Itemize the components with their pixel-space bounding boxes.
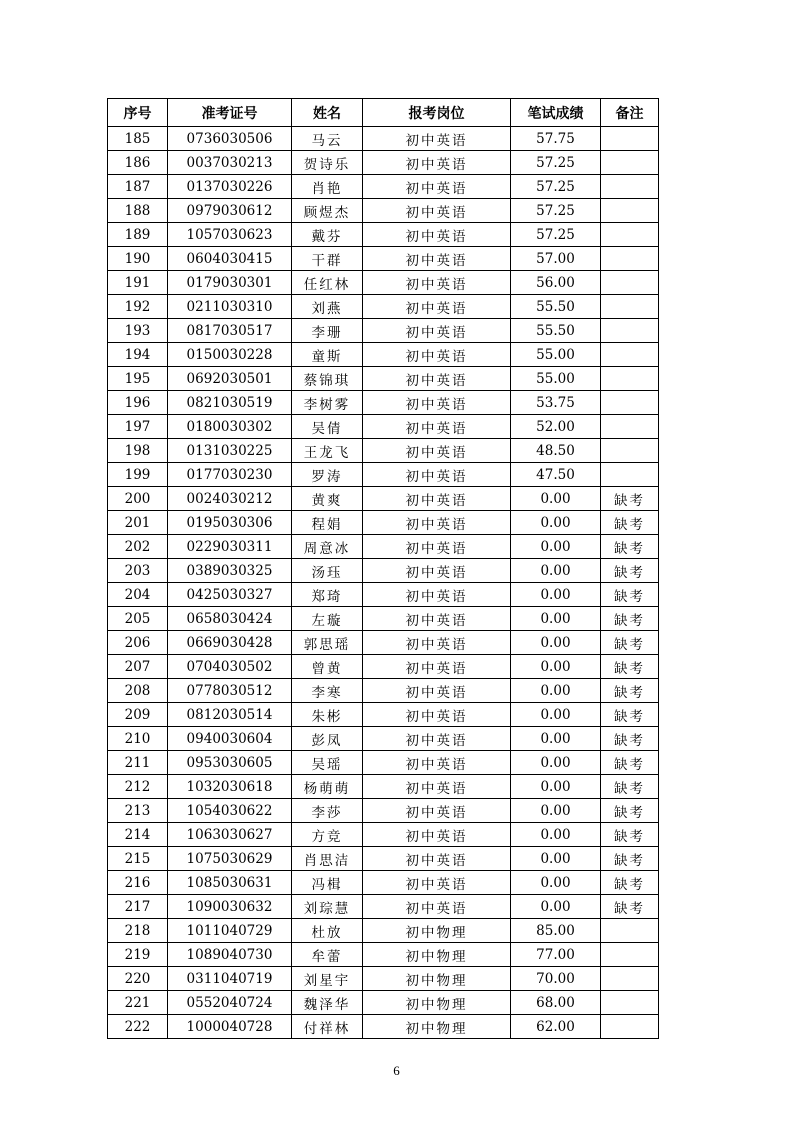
cell-ticket-number: 0211030310 xyxy=(168,295,292,319)
cell-name: 罗涛 xyxy=(292,463,363,487)
cell-ticket-number: 1090030632 xyxy=(168,895,292,919)
cell-index: 206 xyxy=(108,631,168,655)
cell-name: 汤珏 xyxy=(292,559,363,583)
cell-name: 刘星宇 xyxy=(292,967,363,991)
cell-remark: 缺考 xyxy=(601,871,659,895)
cell-name: 方竞 xyxy=(292,823,363,847)
cell-score: 0.00 xyxy=(511,751,601,775)
table-row xyxy=(108,247,659,271)
table-row xyxy=(108,367,659,391)
cell-remark: 缺考 xyxy=(601,751,659,775)
cell-ticket-number: 1054030622 xyxy=(168,799,292,823)
cell-position: 初中英语 xyxy=(363,679,511,703)
table-row xyxy=(108,895,659,919)
cell-remark: 缺考 xyxy=(601,775,659,799)
col-header-score: 笔试成绩 xyxy=(511,99,601,127)
cell-index: 212 xyxy=(108,775,168,799)
table-row xyxy=(108,871,659,895)
cell-name: 李莎 xyxy=(292,799,363,823)
cell-index: 201 xyxy=(108,511,168,535)
cell-remark xyxy=(601,1015,659,1039)
cell-remark xyxy=(601,367,659,391)
cell-position: 初中英语 xyxy=(363,655,511,679)
cell-ticket-number: 0692030501 xyxy=(168,367,292,391)
col-header-position: 报考岗位 xyxy=(363,99,511,127)
cell-ticket-number: 1075030629 xyxy=(168,847,292,871)
cell-position: 初中英语 xyxy=(363,631,511,655)
cell-score: 57.25 xyxy=(511,199,601,223)
table-row xyxy=(108,175,659,199)
cell-remark xyxy=(601,415,659,439)
cell-score: 0.00 xyxy=(511,583,601,607)
cell-ticket-number: 1000040728 xyxy=(168,1015,292,1039)
cell-position: 初中英语 xyxy=(363,295,511,319)
cell-index: 187 xyxy=(108,175,168,199)
cell-position: 初中英语 xyxy=(363,367,511,391)
table-row xyxy=(108,295,659,319)
cell-index: 214 xyxy=(108,823,168,847)
cell-score: 77.00 xyxy=(511,943,601,967)
cell-score: 56.00 xyxy=(511,271,601,295)
cell-index: 203 xyxy=(108,559,168,583)
cell-score: 0.00 xyxy=(511,535,601,559)
cell-name: 干群 xyxy=(292,247,363,271)
cell-score: 0.00 xyxy=(511,607,601,631)
cell-position: 初中英语 xyxy=(363,223,511,247)
table-row xyxy=(108,391,659,415)
cell-remark xyxy=(601,223,659,247)
table-row xyxy=(108,487,659,511)
cell-name: 程娟 xyxy=(292,511,363,535)
cell-remark xyxy=(601,967,659,991)
header-row xyxy=(108,99,659,127)
cell-score: 55.50 xyxy=(511,319,601,343)
cell-index: 196 xyxy=(108,391,168,415)
cell-score: 0.00 xyxy=(511,631,601,655)
cell-name: 刘琮慧 xyxy=(292,895,363,919)
cell-score: 85.00 xyxy=(511,919,601,943)
table-row xyxy=(108,511,659,535)
cell-name: 李珊 xyxy=(292,319,363,343)
cell-remark xyxy=(601,943,659,967)
cell-remark xyxy=(601,919,659,943)
cell-ticket-number: 0389030325 xyxy=(168,559,292,583)
cell-name: 郭思瑶 xyxy=(292,631,363,655)
table-row xyxy=(108,775,659,799)
cell-ticket-number: 0024030212 xyxy=(168,487,292,511)
cell-position: 初中英语 xyxy=(363,247,511,271)
cell-position: 初中英语 xyxy=(363,799,511,823)
cell-index: 191 xyxy=(108,271,168,295)
table-body xyxy=(108,127,659,1039)
table-row xyxy=(108,559,659,583)
table-row xyxy=(108,343,659,367)
table-row xyxy=(108,751,659,775)
cell-score: 47.50 xyxy=(511,463,601,487)
cell-ticket-number: 0604030415 xyxy=(168,247,292,271)
cell-score: 70.00 xyxy=(511,967,601,991)
table-row xyxy=(108,463,659,487)
cell-score: 55.00 xyxy=(511,343,601,367)
cell-ticket-number: 1011040729 xyxy=(168,919,292,943)
cell-index: 211 xyxy=(108,751,168,775)
cell-remark: 缺考 xyxy=(601,655,659,679)
cell-position: 初中英语 xyxy=(363,823,511,847)
cell-position: 初中物理 xyxy=(363,991,511,1015)
cell-index: 190 xyxy=(108,247,168,271)
cell-score: 57.25 xyxy=(511,151,601,175)
cell-position: 初中英语 xyxy=(363,487,511,511)
cell-remark xyxy=(601,175,659,199)
cell-index: 205 xyxy=(108,607,168,631)
cell-ticket-number: 1085030631 xyxy=(168,871,292,895)
cell-score: 0.00 xyxy=(511,775,601,799)
cell-ticket-number: 0736030506 xyxy=(168,127,292,151)
cell-remark xyxy=(601,319,659,343)
cell-name: 杨萌萌 xyxy=(292,775,363,799)
cell-remark: 缺考 xyxy=(601,823,659,847)
cell-ticket-number: 0131030225 xyxy=(168,439,292,463)
cell-ticket-number: 1057030623 xyxy=(168,223,292,247)
cell-ticket-number: 0817030517 xyxy=(168,319,292,343)
page-number: 6 xyxy=(393,1063,400,1078)
cell-score: 0.00 xyxy=(511,679,601,703)
cell-index: 220 xyxy=(108,967,168,991)
cell-remark: 缺考 xyxy=(601,895,659,919)
table-row xyxy=(108,439,659,463)
cell-position: 初中英语 xyxy=(363,127,511,151)
cell-position: 初中英语 xyxy=(363,559,511,583)
cell-score: 0.00 xyxy=(511,823,601,847)
table-row xyxy=(108,919,659,943)
cell-remark xyxy=(601,439,659,463)
table-row xyxy=(108,415,659,439)
cell-name: 任红林 xyxy=(292,271,363,295)
cell-name: 魏泽华 xyxy=(292,991,363,1015)
table-row xyxy=(108,199,659,223)
cell-ticket-number: 0037030213 xyxy=(168,151,292,175)
cell-name: 付祥林 xyxy=(292,1015,363,1039)
cell-remark: 缺考 xyxy=(601,583,659,607)
table-row xyxy=(108,967,659,991)
cell-ticket-number: 0195030306 xyxy=(168,511,292,535)
cell-score: 53.75 xyxy=(511,391,601,415)
cell-position: 初中英语 xyxy=(363,463,511,487)
cell-score: 0.00 xyxy=(511,559,601,583)
cell-ticket-number: 0137030226 xyxy=(168,175,292,199)
cell-ticket-number: 0311040719 xyxy=(168,967,292,991)
cell-score: 57.25 xyxy=(511,175,601,199)
cell-score: 55.50 xyxy=(511,295,601,319)
cell-score: 0.00 xyxy=(511,871,601,895)
cell-position: 初中英语 xyxy=(363,727,511,751)
cell-remark xyxy=(601,199,659,223)
cell-remark: 缺考 xyxy=(601,487,659,511)
table-row xyxy=(108,607,659,631)
cell-name: 牟蕾 xyxy=(292,943,363,967)
table-row xyxy=(108,823,659,847)
cell-score: 57.00 xyxy=(511,247,601,271)
cell-position: 初中英语 xyxy=(363,343,511,367)
table-row xyxy=(108,727,659,751)
cell-score: 57.75 xyxy=(511,127,601,151)
cell-index: 186 xyxy=(108,151,168,175)
cell-position: 初中英语 xyxy=(363,391,511,415)
cell-name: 马云 xyxy=(292,127,363,151)
table-row xyxy=(108,655,659,679)
cell-name: 童斯 xyxy=(292,343,363,367)
cell-index: 192 xyxy=(108,295,168,319)
cell-name: 蔡锦琪 xyxy=(292,367,363,391)
cell-ticket-number: 0953030605 xyxy=(168,751,292,775)
cell-index: 188 xyxy=(108,199,168,223)
cell-position: 初中英语 xyxy=(363,199,511,223)
cell-position: 初中英语 xyxy=(363,511,511,535)
cell-name: 李寒 xyxy=(292,679,363,703)
cell-remark: 缺考 xyxy=(601,535,659,559)
cell-position: 初中英语 xyxy=(363,439,511,463)
cell-index: 185 xyxy=(108,127,168,151)
table-row xyxy=(108,127,659,151)
cell-name: 肖思洁 xyxy=(292,847,363,871)
cell-position: 初中英语 xyxy=(363,847,511,871)
cell-index: 219 xyxy=(108,943,168,967)
cell-position: 初中英语 xyxy=(363,319,511,343)
cell-name: 顾煜杰 xyxy=(292,199,363,223)
col-header-ticket-number: 准考证号 xyxy=(168,99,292,127)
cell-index: 194 xyxy=(108,343,168,367)
cell-score: 62.00 xyxy=(511,1015,601,1039)
cell-remark: 缺考 xyxy=(601,559,659,583)
cell-ticket-number: 0778030512 xyxy=(168,679,292,703)
cell-name: 冯楫 xyxy=(292,871,363,895)
cell-ticket-number: 0940030604 xyxy=(168,727,292,751)
cell-remark xyxy=(601,343,659,367)
cell-remark: 缺考 xyxy=(601,679,659,703)
cell-ticket-number: 0704030502 xyxy=(168,655,292,679)
cell-ticket-number: 0979030612 xyxy=(168,199,292,223)
cell-score: 0.00 xyxy=(511,727,601,751)
cell-index: 200 xyxy=(108,487,168,511)
cell-name: 曾黄 xyxy=(292,655,363,679)
cell-index: 216 xyxy=(108,871,168,895)
cell-name: 杜放 xyxy=(292,919,363,943)
table-row xyxy=(108,847,659,871)
cell-index: 222 xyxy=(108,1015,168,1039)
cell-name: 戴芬 xyxy=(292,223,363,247)
cell-score: 0.00 xyxy=(511,895,601,919)
cell-score: 0.00 xyxy=(511,511,601,535)
cell-ticket-number: 0229030311 xyxy=(168,535,292,559)
cell-name: 李树雾 xyxy=(292,391,363,415)
col-header-name: 姓名 xyxy=(292,99,363,127)
table-row xyxy=(108,271,659,295)
cell-position: 初中英语 xyxy=(363,775,511,799)
cell-index: 193 xyxy=(108,319,168,343)
cell-remark xyxy=(601,463,659,487)
col-header-remark: 备注 xyxy=(601,99,659,127)
cell-remark xyxy=(601,151,659,175)
cell-name: 吴瑶 xyxy=(292,751,363,775)
cell-position: 初中英语 xyxy=(363,583,511,607)
table-row xyxy=(108,1015,659,1039)
cell-ticket-number: 0812030514 xyxy=(168,703,292,727)
cell-index: 217 xyxy=(108,895,168,919)
cell-name: 周意冰 xyxy=(292,535,363,559)
cell-index: 207 xyxy=(108,655,168,679)
cell-score: 0.00 xyxy=(511,487,601,511)
cell-ticket-number: 1032030618 xyxy=(168,775,292,799)
table-row xyxy=(108,703,659,727)
cell-ticket-number: 1089040730 xyxy=(168,943,292,967)
cell-remark: 缺考 xyxy=(601,511,659,535)
table-row xyxy=(108,535,659,559)
cell-score: 0.00 xyxy=(511,655,601,679)
cell-remark xyxy=(601,295,659,319)
cell-ticket-number: 0425030327 xyxy=(168,583,292,607)
table-row xyxy=(108,319,659,343)
table-row xyxy=(108,223,659,247)
cell-ticket-number: 1063030627 xyxy=(168,823,292,847)
cell-index: 215 xyxy=(108,847,168,871)
cell-index: 198 xyxy=(108,439,168,463)
cell-score: 0.00 xyxy=(511,703,601,727)
cell-position: 初中英语 xyxy=(363,415,511,439)
cell-position: 初中物理 xyxy=(363,919,511,943)
cell-score: 0.00 xyxy=(511,799,601,823)
cell-name: 刘燕 xyxy=(292,295,363,319)
cell-name: 郑琦 xyxy=(292,583,363,607)
table-row xyxy=(108,679,659,703)
score-table xyxy=(107,98,659,1039)
cell-score: 57.25 xyxy=(511,223,601,247)
cell-name: 朱彬 xyxy=(292,703,363,727)
cell-position: 初中物理 xyxy=(363,1015,511,1039)
table-row xyxy=(108,991,659,1015)
cell-remark: 缺考 xyxy=(601,799,659,823)
cell-remark xyxy=(601,247,659,271)
cell-remark: 缺考 xyxy=(601,703,659,727)
cell-position: 初中英语 xyxy=(363,271,511,295)
cell-score: 52.00 xyxy=(511,415,601,439)
cell-ticket-number: 0150030228 xyxy=(168,343,292,367)
cell-ticket-number: 0552040724 xyxy=(168,991,292,1015)
cell-position: 初中英语 xyxy=(363,607,511,631)
cell-ticket-number: 0179030301 xyxy=(168,271,292,295)
cell-index: 209 xyxy=(108,703,168,727)
cell-name: 肖艳 xyxy=(292,175,363,199)
cell-score: 48.50 xyxy=(511,439,601,463)
cell-ticket-number: 0177030230 xyxy=(168,463,292,487)
cell-index: 195 xyxy=(108,367,168,391)
cell-position: 初中英语 xyxy=(363,175,511,199)
cell-score: 0.00 xyxy=(511,847,601,871)
table-row xyxy=(108,583,659,607)
cell-index: 221 xyxy=(108,991,168,1015)
cell-remark: 缺考 xyxy=(601,847,659,871)
cell-index: 197 xyxy=(108,415,168,439)
cell-name: 吴倩 xyxy=(292,415,363,439)
cell-name: 黄爽 xyxy=(292,487,363,511)
cell-position: 初中物理 xyxy=(363,967,511,991)
cell-index: 213 xyxy=(108,799,168,823)
cell-index: 204 xyxy=(108,583,168,607)
cell-remark xyxy=(601,127,659,151)
cell-ticket-number: 0658030424 xyxy=(168,607,292,631)
cell-position: 初中英语 xyxy=(363,703,511,727)
cell-position: 初中英语 xyxy=(363,151,511,175)
cell-position: 初中英语 xyxy=(363,871,511,895)
cell-index: 208 xyxy=(108,679,168,703)
cell-remark: 缺考 xyxy=(601,607,659,631)
cell-index: 218 xyxy=(108,919,168,943)
cell-index: 202 xyxy=(108,535,168,559)
cell-remark: 缺考 xyxy=(601,727,659,751)
table-row xyxy=(108,631,659,655)
table-row xyxy=(108,799,659,823)
table-row xyxy=(108,943,659,967)
cell-remark: 缺考 xyxy=(601,631,659,655)
cell-ticket-number: 0180030302 xyxy=(168,415,292,439)
cell-index: 210 xyxy=(108,727,168,751)
cell-remark xyxy=(601,391,659,415)
cell-remark xyxy=(601,271,659,295)
cell-position: 初中英语 xyxy=(363,895,511,919)
cell-position: 初中英语 xyxy=(363,751,511,775)
cell-remark xyxy=(601,991,659,1015)
table-row xyxy=(108,151,659,175)
cell-name: 彭凤 xyxy=(292,727,363,751)
cell-score: 68.00 xyxy=(511,991,601,1015)
cell-ticket-number: 0669030428 xyxy=(168,631,292,655)
cell-ticket-number: 0821030519 xyxy=(168,391,292,415)
cell-name: 贺诗乐 xyxy=(292,151,363,175)
cell-name: 左璇 xyxy=(292,607,363,631)
cell-position: 初中物理 xyxy=(363,943,511,967)
cell-index: 189 xyxy=(108,223,168,247)
col-header-index: 序号 xyxy=(108,99,168,127)
cell-name: 王龙飞 xyxy=(292,439,363,463)
cell-position: 初中英语 xyxy=(363,535,511,559)
cell-score: 55.00 xyxy=(511,367,601,391)
cell-index: 199 xyxy=(108,463,168,487)
